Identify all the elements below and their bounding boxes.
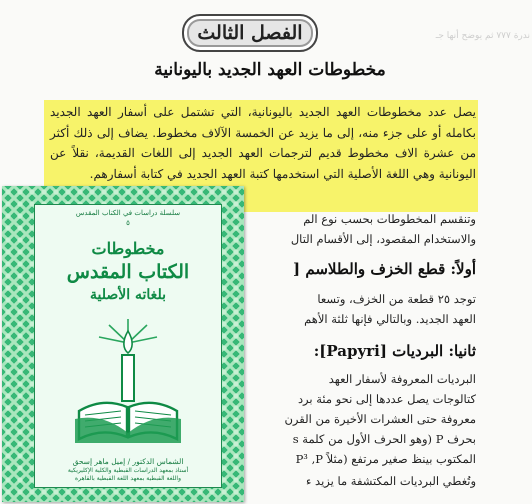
para2-line1: وتنقسم المخطوطات بحسب نوع الم	[303, 212, 476, 226]
bible-candle-icon	[65, 315, 191, 445]
bleed-through-text: ندرة ٧٧٧ ثم يوضح أنها جـ	[435, 31, 530, 41]
cover-title-line1: مخطوطات	[91, 239, 165, 258]
cover-author: الشماس الدكتور / إميل ماهر إسحق	[72, 457, 184, 466]
para2-line2: والاستخدام المقصود، إلى الأقسام التال	[290, 232, 476, 246]
cover-number: ٥	[126, 219, 130, 227]
cover-title-line3: بلغاته الأصلية	[90, 287, 166, 303]
section2-heading: ثانيا: البرديات [Papyri]:	[313, 342, 476, 360]
cover-publisher-line1: أستاذ بمعهد الدراسات القبطية والكلية الإكليريكية	[67, 467, 189, 474]
section1-heading: أولاً: قطع الخزف والطلاسم [	[293, 260, 476, 278]
highlighted-paragraph: يصل عدد مخطوطات العهد الجديد باليونانية، التي تشتمل على أسفار العهد الجديد بكامله أو على جزء منه، إلى ما يزيد عن الخمسة الآلاف مخطوط. يضاف إلى ذلك أكثر من عشرة الاف مخطوط قديم لترجمات العهد الجديد إلى اللغات القديمة، نقلاً عن اليونانية وهي اللغة الأصلية التي استخدمها كتبة العهد الجديد في كتابة أسفارهم.	[50, 105, 476, 181]
cover-panel	[34, 204, 222, 488]
cover-publisher-line2: واللغة القبطية بمعهد اللغة القبطية بالقاهرة	[75, 475, 181, 482]
page-heading: مخطوطات العهد الجديد باليونانية	[154, 60, 386, 80]
section2-line4: بحرف P (وهو الحرف الأول من كلمة s	[292, 432, 476, 446]
section2-line6: وتُغطي البرديات المكتشفة ما يزيد ء	[305, 474, 476, 488]
section2-line1: البرديات المعروفة لأسفار العهد	[328, 372, 476, 386]
cover-title-line2: الكتاب المقدس	[66, 261, 190, 283]
section2-line3: معروفة حتى العشرات الأخيرة من القرن	[284, 412, 476, 426]
section2-line5: المكتوب بينظ صغير مرتفع (مثلاً P³ ,P	[295, 452, 476, 466]
book-cover	[2, 186, 244, 502]
section2-line2: كتالوجات يصل عددها إلى نحو مئة برد	[297, 392, 476, 406]
cover-series: سلسلة دراسات في الكتاب المقدس	[75, 209, 181, 217]
chapter-label: الفصل الثالث	[182, 14, 318, 52]
section1-line2: العهد الجديد. وبالتالي فإنها ثلثة الأهم	[304, 312, 476, 326]
cover-publisher	[35, 467, 221, 483]
section1-line1: توجد ٢٥ قطعة من الخزف، وتسعا	[317, 292, 476, 306]
